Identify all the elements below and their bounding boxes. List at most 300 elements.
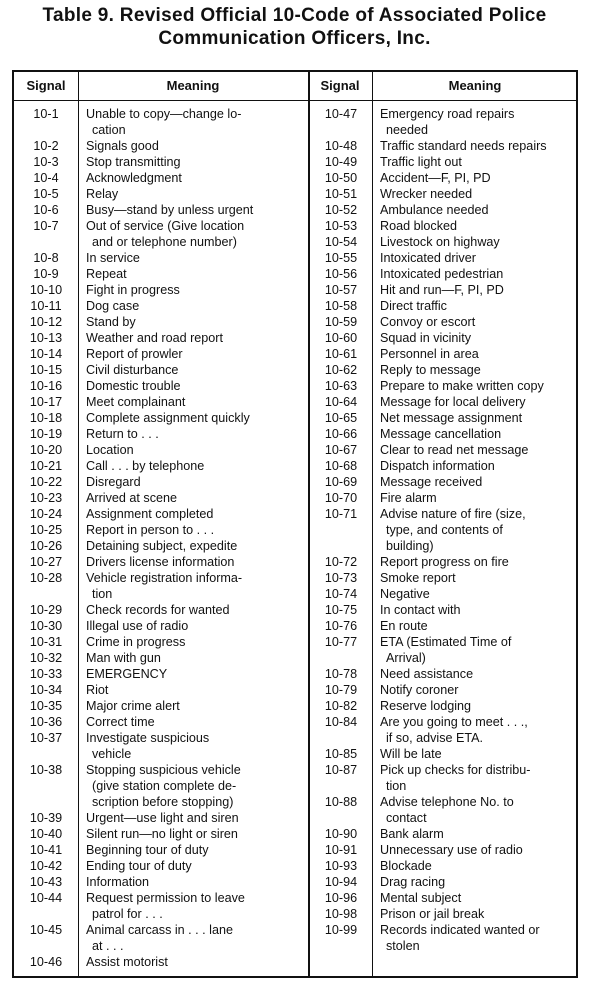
- table-row: [310, 250, 576, 266]
- right-column: [310, 106, 576, 954]
- signal-meaning: [372, 698, 576, 714]
- table-row: [310, 682, 576, 698]
- signal-meaning: [78, 634, 306, 650]
- table-row: [310, 346, 576, 362]
- meaning-continuation: vehicle: [92, 747, 132, 761]
- table-row: [310, 362, 576, 378]
- signal-meaning: [372, 874, 576, 890]
- meaning-continuation: and or telephone number): [92, 235, 237, 249]
- table-row: [310, 618, 576, 634]
- table-row: [310, 794, 576, 826]
- table-row: [14, 714, 306, 730]
- meaning-continuation: patrol for . . .: [92, 907, 163, 921]
- table-row: [14, 618, 306, 634]
- table-row: [310, 154, 576, 170]
- signal-meaning: [372, 394, 576, 410]
- signal-meaning: [78, 282, 306, 298]
- meaning-line: Traffic standard needs repairs: [380, 139, 547, 153]
- table-row: [14, 442, 306, 458]
- meaning-line: Intoxicated driver: [380, 251, 476, 265]
- table-row: [310, 714, 576, 746]
- signal-code: 10-29: [29, 603, 63, 617]
- table-row: [310, 170, 576, 186]
- table-row: [14, 426, 306, 442]
- signal-meaning: [78, 490, 306, 506]
- table-row: [14, 554, 306, 570]
- meaning-line: Man with gun: [86, 651, 161, 665]
- signal-meaning: [372, 586, 576, 602]
- signal-meaning: [372, 218, 576, 234]
- meaning-line: Report progress on fire: [380, 555, 509, 569]
- signal-meaning: [372, 554, 576, 570]
- table-title: [10, 4, 579, 50]
- signal-code: 10-23: [29, 491, 63, 505]
- meaning-line: Riot: [86, 683, 109, 697]
- meaning-line: Busy—stand by unless urgent: [86, 203, 254, 217]
- signal-meaning: [78, 570, 306, 602]
- meaning-line: Correct time: [86, 715, 155, 729]
- signal-meaning: [372, 330, 576, 346]
- signal-code: 10-11: [30, 299, 62, 313]
- table-row: [14, 250, 306, 266]
- signal-code: 10-16: [29, 379, 63, 393]
- signal-meaning: [78, 314, 306, 330]
- signal-meaning: [372, 794, 576, 826]
- signal-meaning: [78, 714, 306, 730]
- signal-meaning: [372, 154, 576, 170]
- signal-code: 10-38: [29, 763, 63, 777]
- meaning-line: Need assistance: [380, 667, 474, 681]
- meaning-line: Drivers license information: [86, 555, 235, 569]
- meaning-line: Investigate suspicious: [86, 731, 210, 745]
- table-row: [14, 874, 306, 890]
- signal-code: 10-43: [29, 875, 63, 889]
- meaning-line: Intoxicated pedestrian: [380, 267, 504, 281]
- signal-code: 10-32: [29, 651, 63, 665]
- signal-meaning: [372, 442, 576, 458]
- signal-meaning: [78, 890, 306, 922]
- meaning-continuation: tion: [92, 587, 113, 601]
- signal-meaning: [372, 362, 576, 378]
- table-row: [14, 170, 306, 186]
- meaning-line: Advise nature of fire (size,: [380, 507, 526, 521]
- signal-code: 10-46: [29, 955, 63, 969]
- meaning-line: Relay: [86, 187, 119, 201]
- signal-meaning: [372, 474, 576, 490]
- signal-code: 10-55: [324, 251, 358, 265]
- meaning-continuation: if so, advise ETA.: [386, 731, 484, 745]
- table-row: [14, 842, 306, 858]
- signal-code: 10-20: [29, 443, 63, 457]
- meaning-continuation: at . . .: [92, 939, 124, 953]
- meaning-line: Return to . . .: [86, 427, 159, 441]
- signal-code: 10-30: [29, 619, 63, 633]
- meaning-line: Dog case: [86, 299, 140, 313]
- table-row: [310, 394, 576, 410]
- signal-meaning: [78, 426, 306, 442]
- meaning-line: Civil disturbance: [86, 363, 179, 377]
- table-row: [310, 602, 576, 618]
- signal-code: 10-79: [324, 683, 358, 697]
- header-meaning-left: Meaning: [166, 78, 220, 93]
- table-row: [14, 858, 306, 874]
- signal-meaning: [372, 634, 576, 666]
- signal-meaning: [372, 906, 576, 922]
- signal-meaning: [372, 746, 576, 762]
- signal-code: 10-41: [29, 843, 63, 857]
- table-row: [310, 218, 576, 234]
- meaning-line: Report in person to . . .: [86, 523, 215, 537]
- signal-meaning: [78, 506, 306, 522]
- signal-code: 10-33: [29, 667, 63, 681]
- signal-code: 10-49: [324, 155, 358, 169]
- signal-code: 10-71: [324, 507, 358, 521]
- table-row: [14, 826, 306, 842]
- signal-code: 10-77: [324, 635, 358, 649]
- signal-meaning: [372, 298, 576, 314]
- meaning-continuation: needed: [386, 123, 429, 137]
- table-row: [14, 202, 306, 218]
- signal-meaning: [372, 106, 576, 138]
- meaning-line: Convoy or escort: [380, 315, 476, 329]
- meaning-line: Ending tour of duty: [86, 859, 192, 873]
- meaning-line: Livestock on highway: [380, 235, 500, 249]
- meaning-line: Complete assignment quickly: [86, 411, 250, 425]
- signal-meaning: [372, 170, 576, 186]
- signal-code: 10-28: [29, 571, 63, 585]
- signal-code: 10-84: [324, 715, 358, 729]
- table-row: [310, 474, 576, 490]
- table-row: [14, 890, 306, 922]
- signal-meaning: [372, 618, 576, 634]
- signal-code: 10-87: [324, 763, 358, 777]
- signal-code: 10-48: [324, 139, 358, 153]
- signal-meaning: [372, 314, 576, 330]
- table-row: [14, 314, 306, 330]
- signal-meaning: [78, 138, 306, 154]
- signal-code: 10-52: [324, 203, 358, 217]
- meaning-line: Records indicated wanted or: [380, 923, 540, 937]
- signal-meaning: [372, 922, 576, 954]
- signal-meaning: [372, 602, 576, 618]
- signal-meaning: [78, 410, 306, 426]
- meaning-line: EMERGENCY: [86, 667, 168, 681]
- meaning-line: Message received: [380, 475, 483, 489]
- left-column: [14, 106, 306, 970]
- signal-meaning: [78, 650, 306, 666]
- signal-meaning: [78, 538, 306, 554]
- table-row: [14, 378, 306, 394]
- meaning-line: Detaining subject, expedite: [86, 539, 238, 553]
- table-row: [14, 410, 306, 426]
- meaning-continuation: type, and contents of: [386, 523, 503, 537]
- signal-meaning: [372, 826, 576, 842]
- meaning-continuation: stolen: [386, 939, 420, 953]
- signal-meaning: [78, 810, 306, 826]
- table-row: [310, 922, 576, 954]
- signal-code: 10-69: [324, 475, 358, 489]
- signal-meaning: [372, 234, 576, 250]
- signal-code: 10-31: [29, 635, 63, 649]
- meaning-line: Location: [86, 443, 134, 457]
- signal-code: 10-4: [33, 171, 59, 185]
- table-row: [14, 330, 306, 346]
- signal-code: 10-21: [29, 459, 63, 473]
- signal-code: 10-76: [324, 619, 358, 633]
- signal-meaning: [78, 170, 306, 186]
- signal-meaning: [78, 442, 306, 458]
- signal-code: 10-88: [324, 795, 358, 809]
- table-row: [14, 394, 306, 410]
- signal-meaning: [78, 826, 306, 842]
- table-row: [310, 282, 576, 298]
- signal-meaning: [78, 762, 306, 810]
- signal-code: 10-59: [324, 315, 358, 329]
- signal-meaning: [78, 698, 306, 714]
- signal-meaning: [78, 106, 306, 138]
- meaning-line: Road blocked: [380, 219, 458, 233]
- meaning-line: Information: [86, 875, 149, 889]
- signal-meaning: [78, 394, 306, 410]
- signal-code: 10-26: [29, 539, 63, 553]
- signal-meaning: [78, 186, 306, 202]
- signal-code: 10-99: [324, 923, 358, 937]
- table-row: [310, 890, 576, 906]
- signal-code: 10-98: [324, 907, 358, 921]
- meaning-line: Repeat: [86, 267, 127, 281]
- signal-code: 10-40: [29, 827, 63, 841]
- meaning-line: Traffic light out: [380, 155, 462, 169]
- signal-code: 10-73: [324, 571, 358, 585]
- signal-meaning: [78, 922, 306, 954]
- signal-code: 10-24: [29, 507, 63, 521]
- signal-code: 10-54: [324, 235, 358, 249]
- meaning-line: Will be late: [380, 747, 442, 761]
- signal-meaning: [78, 842, 306, 858]
- signal-meaning: [372, 266, 576, 282]
- signal-code: 10-6: [33, 203, 59, 217]
- table-row: [14, 346, 306, 362]
- signal-meaning: [78, 154, 306, 170]
- signal-meaning: [372, 186, 576, 202]
- table-row: [14, 538, 306, 554]
- signal-code: 10-56: [324, 267, 358, 281]
- meaning-line: Net message assignment: [380, 411, 523, 425]
- meaning-line: Accident—F, PI, PD: [380, 171, 491, 185]
- meaning-line: Fight in progress: [86, 283, 180, 297]
- signal-code: 10-3: [33, 155, 59, 169]
- table-row: [310, 746, 576, 762]
- meaning-line: Wrecker needed: [380, 187, 473, 201]
- meaning-line: Unable to copy—change lo-: [86, 107, 242, 121]
- signal-meaning: [78, 474, 306, 490]
- signal-code: 10-19: [29, 427, 63, 441]
- table-row: [310, 186, 576, 202]
- signal-meaning: [372, 202, 576, 218]
- signal-code: 10-70: [324, 491, 358, 505]
- meaning-line: Call . . . by telephone: [86, 459, 205, 473]
- meaning-line: Personnel in area: [380, 347, 479, 361]
- meaning-line: Silent run—no light or siren: [86, 827, 238, 841]
- table-row: [14, 266, 306, 282]
- meaning-line: Stand by: [86, 315, 136, 329]
- signal-code: 10-7: [33, 219, 59, 233]
- signal-code: 10-64: [324, 395, 358, 409]
- signal-code: 10-58: [324, 299, 358, 313]
- signal-meaning: [372, 666, 576, 682]
- table-row: [14, 506, 306, 522]
- signal-meaning: [372, 378, 576, 394]
- signal-meaning: [78, 458, 306, 474]
- meaning-line: Are you going to meet . . .,: [380, 715, 528, 729]
- table-row: [310, 234, 576, 250]
- signal-code: 10-78: [324, 667, 358, 681]
- signal-code: 10-47: [324, 107, 358, 121]
- meaning-line: Squad in vicinity: [380, 331, 472, 345]
- meaning-line: Beginning tour of duty: [86, 843, 209, 857]
- meaning-line: In contact with: [380, 603, 461, 617]
- signal-code: 10-15: [29, 363, 63, 377]
- table-row: [310, 490, 576, 506]
- meaning-line: Hit and run—F, PI, PD: [380, 283, 504, 297]
- signal-meaning: [78, 666, 306, 682]
- signal-code: 10-82: [324, 699, 358, 713]
- table-row: [14, 298, 306, 314]
- meaning-line: Illegal use of radio: [86, 619, 189, 633]
- signal-code: 10-36: [29, 715, 63, 729]
- table-row: [310, 842, 576, 858]
- table-row: [310, 330, 576, 346]
- table-row: [14, 138, 306, 154]
- meaning-line: Smoke report: [380, 571, 456, 585]
- title-line-1: Table 9. Revised Official 10-Code of Associated Police: [42, 5, 547, 26]
- signal-meaning: [78, 730, 306, 762]
- table-row: [14, 218, 306, 250]
- table-row: [14, 730, 306, 762]
- signal-meaning: [372, 282, 576, 298]
- signal-code: 10-68: [324, 459, 358, 473]
- signal-code: 10-14: [29, 347, 63, 361]
- signal-code: 10-75: [324, 603, 358, 617]
- table-row: [14, 634, 306, 650]
- meaning-line: Animal carcass in . . . lane: [86, 923, 233, 937]
- signal-meaning: [372, 506, 576, 554]
- meaning-line: Dispatch information: [380, 459, 495, 473]
- signal-meaning: [372, 490, 576, 506]
- meaning-continuation: tion: [386, 779, 407, 793]
- title-line-2: Communication Officers, Inc.: [158, 28, 431, 49]
- meaning-line: Request permission to leave: [86, 891, 245, 905]
- meaning-line: Direct traffic: [380, 299, 447, 313]
- signal-meaning: [372, 570, 576, 586]
- table-row: [14, 362, 306, 378]
- signal-meaning: [78, 874, 306, 890]
- signal-code: 10-2: [33, 139, 59, 153]
- table-row: [310, 554, 576, 570]
- table-row: [310, 586, 576, 602]
- signal-code: 10-18: [29, 411, 63, 425]
- signal-code: 10-65: [324, 411, 358, 425]
- signal-meaning: [372, 410, 576, 426]
- meaning-line: Stop transmitting: [86, 155, 181, 169]
- meaning-line: Crime in progress: [86, 635, 186, 649]
- meaning-continuation: contact: [386, 811, 427, 825]
- meaning-line: Prison or jail break: [380, 907, 485, 921]
- signal-code: 10-35: [29, 699, 63, 713]
- meaning-line: Clear to read net message: [380, 443, 529, 457]
- table-row: [310, 106, 576, 138]
- table-row: [310, 298, 576, 314]
- meaning-line: En route: [380, 619, 428, 633]
- signal-code: 10-44: [29, 891, 63, 905]
- table-row: [14, 570, 306, 602]
- signal-code: 10-17: [29, 395, 63, 409]
- signal-code: 10-27: [29, 555, 63, 569]
- meaning-line: Message cancellation: [380, 427, 502, 441]
- meaning-line: Urgent—use light and siren: [86, 811, 239, 825]
- signal-meaning: [78, 330, 306, 346]
- signal-meaning: [78, 602, 306, 618]
- signal-meaning: [372, 138, 576, 154]
- meaning-line: Drag racing: [380, 875, 446, 889]
- signal-code: 10-61: [324, 347, 358, 361]
- signal-meaning: [372, 346, 576, 362]
- table-row: [310, 698, 576, 714]
- signal-meaning: [78, 250, 306, 266]
- table-row: [310, 442, 576, 458]
- signal-meaning: [78, 298, 306, 314]
- table-row: [310, 570, 576, 586]
- signal-meaning: [372, 682, 576, 698]
- meaning-line: Ambulance needed: [380, 203, 489, 217]
- signal-meaning: [78, 266, 306, 282]
- signal-meaning: [78, 554, 306, 570]
- table-row: [310, 858, 576, 874]
- table-row: [14, 458, 306, 474]
- meaning-line: Blockade: [380, 859, 432, 873]
- signal-meaning: [372, 426, 576, 442]
- table-row: [310, 874, 576, 890]
- signal-code: 10-72: [324, 555, 358, 569]
- meaning-line: Reply to message: [380, 363, 481, 377]
- signal-code: 10-62: [324, 363, 358, 377]
- table-row: [14, 810, 306, 826]
- meaning-line: Major crime alert: [86, 699, 180, 713]
- signal-meaning: [78, 618, 306, 634]
- table-row: [310, 426, 576, 442]
- signal-code: 10-96: [324, 891, 358, 905]
- meaning-line: Assignment completed: [86, 507, 214, 521]
- meaning-line: Emergency road repairs: [380, 107, 515, 121]
- signal-code: 10-66: [324, 427, 358, 441]
- signal-code: 10-93: [324, 859, 358, 873]
- meaning-line: In service: [86, 251, 140, 265]
- meaning-line: Pick up checks for distribu-: [380, 763, 531, 777]
- table-row: [14, 954, 306, 970]
- header-meaning-right: Meaning: [448, 78, 502, 93]
- meaning-line: Acknowledgment: [86, 171, 182, 185]
- signal-code: 10-39: [29, 811, 63, 825]
- signal-code: 10-94: [324, 875, 358, 889]
- table-row: [14, 602, 306, 618]
- signal-code: 10-57: [324, 283, 358, 297]
- table-row: [14, 154, 306, 170]
- signal-code: 10-90: [324, 827, 358, 841]
- meaning-continuation: cation: [92, 123, 126, 137]
- signal-meaning: [372, 762, 576, 794]
- signal-code: 10-25: [29, 523, 63, 537]
- table-row: [14, 698, 306, 714]
